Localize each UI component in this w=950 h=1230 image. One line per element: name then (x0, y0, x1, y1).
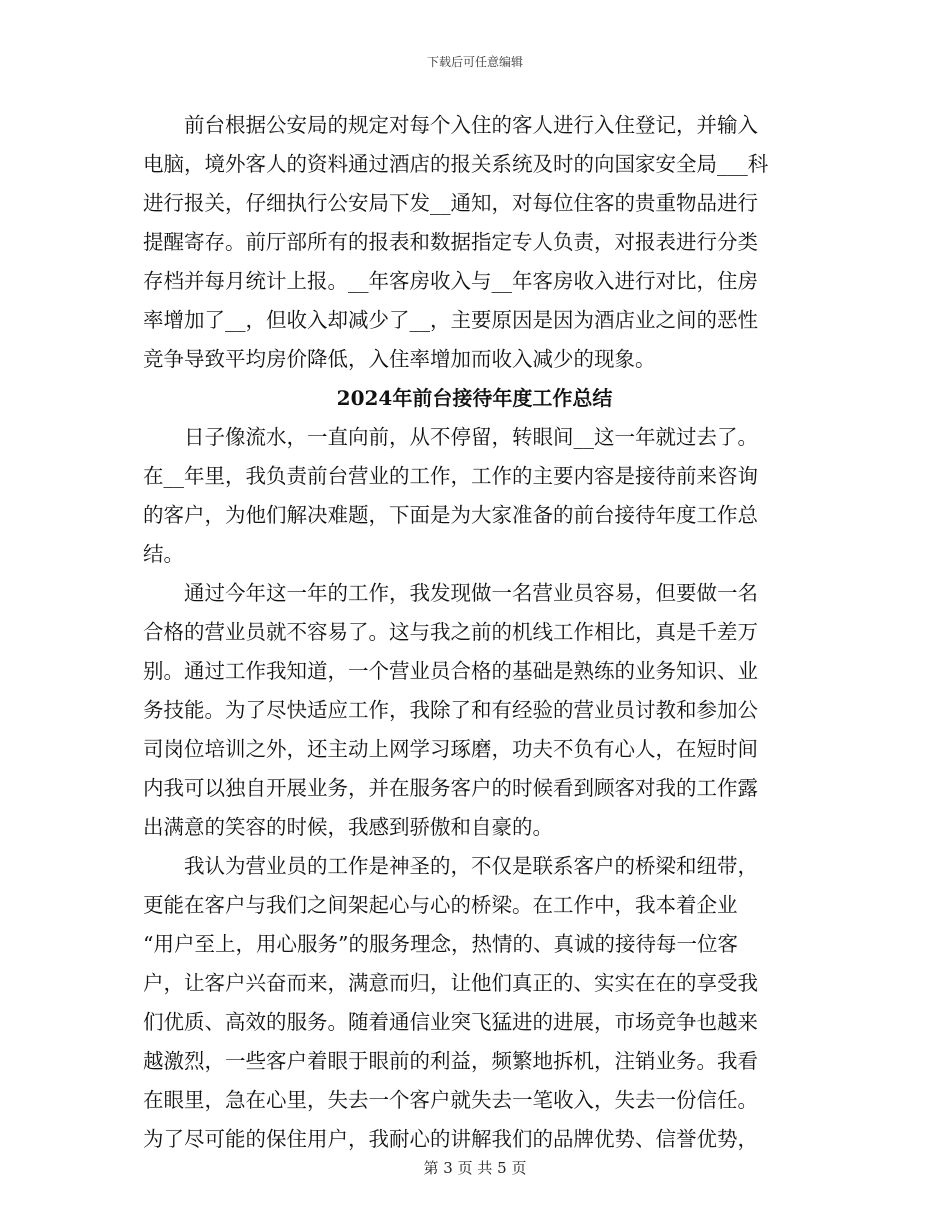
page-header: 下载后可任意编辑 (426, 55, 523, 69)
paragraph-line: 在__年里，我负责前台营业的工作，工作的主要内容是接待前来咨询 (143, 464, 758, 488)
paragraph-line: “用户至上，用心服务”的服务理念，热情的、真诚的接待每一位客 (143, 932, 738, 956)
document-body (143, 106, 806, 1159)
page-number: 第 3 页 共 5 页 (423, 1159, 527, 1177)
paragraph-1 (143, 106, 806, 379)
section-title: 2024年前台接待年度工作总结 (336, 386, 613, 410)
paragraph-line: 结。 (143, 542, 184, 566)
paragraph-line: 务技能。为了尽快适应工作，我除了和有经验的营业员讨教和参加公 (143, 698, 758, 722)
paragraph-line: 为了尽可能的保住用户，我耐心的讲解我们的品牌优势、信誉优势， (143, 1127, 758, 1151)
paragraph-line: 司岗位培训之外，还主动上网学习琢磨，功夫不负有心人，在短时间 (143, 737, 758, 761)
paragraph-line: 电脑，境外客人的资料通过酒店的报关系统及时的向国家安全局___科 (143, 152, 769, 176)
paragraph-line: 们优质、高效的服务。随着通信业突飞猛进的进展，市场竞争也越来 (143, 1010, 758, 1034)
paragraph-line: 的客户，为他们解决难题，下面是为大家准备的前台接待年度工作总 (143, 503, 758, 527)
paragraph-line: 内我可以独自开展业务，并在服务客户的时候看到顾客对我的工作露 (143, 776, 758, 800)
paragraph-line: 前台根据公安局的规定对每个入住的客人进行入住登记，并输入 (184, 113, 758, 137)
paragraph-line: 我认为营业员的工作是神圣的，不仅是联系客户的桥梁和纽带， (184, 854, 758, 878)
paragraph-4 (143, 847, 806, 1159)
paragraph-line: 更能在客户与我们之间架起心与心的桥梁。在工作中，我本着企业 (143, 893, 738, 917)
paragraph-line: 通过今年这一年的工作，我发现做一名营业员容易，但要做一名 (184, 581, 758, 605)
paragraph-line: 户，让客户兴奋而来，满意而归，让他们真正的、实实在在的享受我 (143, 971, 758, 995)
paragraph-line: 别。通过工作我知道，一个营业员合格的基础是熟练的业务知识、业 (143, 659, 758, 683)
paragraph-line: 竞争导致平均房价降低，入住率增加而收入减少的现象。 (143, 347, 656, 371)
paragraph-line: 率增加了__，但收入却减少了__，主要原因是因为酒店业之间的恶性 (143, 308, 758, 332)
paragraph-line: 提醒寄存。前厅部所有的报表和数据指定专人负责，对报表进行分类 (143, 230, 758, 254)
paragraph-3 (143, 574, 806, 847)
paragraph-line: 越激烈，一些客户着眼于眼前的利益，频繁地拆机，注销业务。我看 (143, 1049, 758, 1073)
paragraph-2 (143, 418, 806, 574)
paragraph-line: 日子像流水，一直向前，从不停留，转眼间__这一年就过去了。 (184, 425, 758, 449)
paragraph-line: 出满意的笑容的时候，我感到骄傲和自豪的。 (143, 815, 553, 839)
paragraph-line: 在眼里，急在心里，失去一个客户就失去一笔收入，失去一份信任。 (143, 1088, 758, 1112)
paragraph-line: 存档并每月统计上报。__年客房收入与__年客房收入进行对比，住房 (143, 269, 758, 293)
paragraph-line: 进行报关，仔细执行公安局下发__通知，对每位住客的贵重物品进行 (143, 191, 758, 215)
paragraph-line: 合格的营业员就不容易了。这与我之前的机线工作相比，真是千差万 (143, 620, 758, 644)
